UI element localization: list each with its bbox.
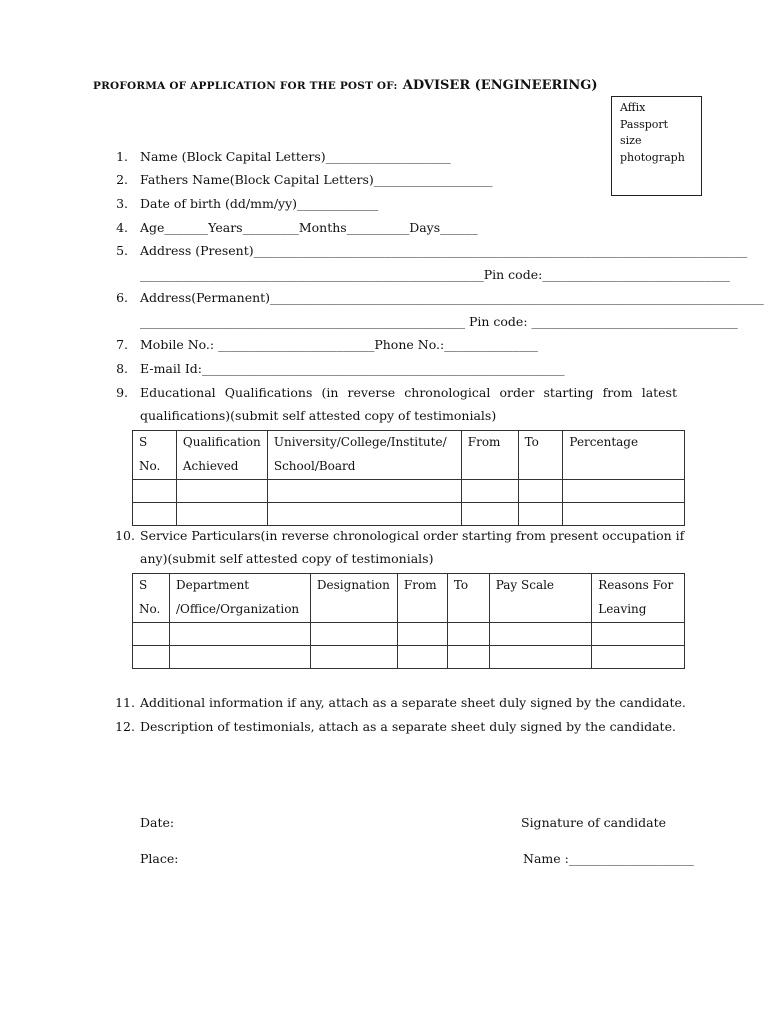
field-number: 7.: [116, 337, 128, 352]
table-header-row: [133, 431, 685, 480]
header-cell: S No.: [133, 431, 177, 480]
table-cell[interactable]: [310, 623, 397, 646]
field-number: 4.: [116, 220, 128, 235]
present-address-field[interactable]: Address (Present)_______________________________________________________________________________: [140, 243, 748, 258]
table-cell[interactable]: [133, 646, 170, 669]
service-instruction-cont: any)(submit self attested copy of testimonials): [140, 551, 434, 566]
photo-box-line: photograph: [620, 150, 685, 164]
header-cell: Pay Scale: [489, 574, 592, 623]
table-cell[interactable]: [592, 623, 685, 646]
table-row[interactable]: [133, 623, 685, 646]
mobile-phone-field[interactable]: Mobile No.: _________________________Phone No.:_______________: [140, 337, 538, 352]
table-cell[interactable]: [169, 646, 310, 669]
photo-box-line: Affix: [620, 101, 646, 114]
permanent-address-field[interactable]: Address(Permanent)_______________________________________________________________________________: [140, 290, 764, 305]
age-field[interactable]: Age_______Years_________Months__________Days______: [140, 220, 478, 235]
field-number: 2.: [116, 172, 128, 187]
field-number: 6.: [116, 290, 128, 305]
table-cell[interactable]: [169, 623, 310, 646]
field-number: 12.: [115, 719, 135, 734]
testimonials-note: Description of testimonials, attach as a separate sheet duly signed by the candidate.: [140, 719, 676, 734]
table-cell[interactable]: [397, 623, 447, 646]
education-instruction-cont: qualifications)(submit self attested copy of testimonials): [140, 408, 497, 423]
candidate-name-field[interactable]: Name :____________________: [523, 851, 694, 866]
table-cell[interactable]: [563, 503, 685, 526]
table-cell[interactable]: [563, 480, 685, 503]
permanent-address-pincode-field[interactable]: ____________________________________________________ Pin code: _________________________________: [140, 314, 738, 329]
education-instruction: Educational Qualifications (in reverse chronological order starting from latest: [140, 385, 677, 400]
field-number: 1.: [116, 149, 128, 164]
page-title: [93, 74, 598, 93]
additional-info-note: Additional information if any, attach as a separate sheet duly signed by the candidate.: [140, 695, 686, 710]
title-prefix: PROFORMA OF APPLICATION FOR THE POST OF:: [93, 80, 398, 92]
date-of-birth-field[interactable]: Date of birth (dd/mm/yy)_____________: [140, 196, 379, 211]
header-cell: Qualification Achieved: [176, 431, 267, 480]
fathers-name-field[interactable]: Fathers Name(Block Capital Letters)___________________: [140, 172, 493, 187]
email-field[interactable]: E-mail Id:__________________________________________________________: [140, 361, 565, 376]
signature-label: Signature of candidate: [521, 815, 666, 830]
table-cell[interactable]: [176, 503, 267, 526]
service-instruction: Service Particulars(in reverse chronological order starting from present occupation if: [140, 528, 685, 543]
header-cell: From: [397, 574, 447, 623]
field-number: 10.: [115, 528, 135, 543]
header-cell: Designation: [310, 574, 397, 623]
date-label[interactable]: Date:: [140, 815, 175, 830]
table-cell[interactable]: [267, 503, 461, 526]
title-post: ADVISER (ENGINEERING): [402, 78, 598, 93]
field-number: 5.: [116, 243, 128, 258]
table-cell[interactable]: [176, 480, 267, 503]
table-cell[interactable]: [133, 503, 177, 526]
table-cell[interactable]: [397, 646, 447, 669]
table-cell[interactable]: [518, 480, 563, 503]
header-cell: To: [447, 574, 489, 623]
table-cell[interactable]: [133, 480, 177, 503]
photo-box-line: size: [620, 134, 642, 147]
table-cell[interactable]: [489, 623, 592, 646]
table-cell[interactable]: [447, 646, 489, 669]
table-cell[interactable]: [461, 480, 518, 503]
field-number: 3.: [116, 196, 128, 211]
service-table: [132, 573, 685, 669]
header-cell: From: [461, 431, 518, 480]
table-cell[interactable]: [592, 646, 685, 669]
passport-photo-box: [611, 96, 702, 196]
table-cell[interactable]: [461, 503, 518, 526]
table-header-row: [133, 574, 685, 623]
table-row[interactable]: [133, 646, 685, 669]
table-cell[interactable]: [267, 480, 461, 503]
table-row[interactable]: [133, 503, 685, 526]
name-field[interactable]: Name (Block Capital Letters)____________________: [140, 149, 451, 164]
header-cell: Reasons For Leaving: [592, 574, 685, 623]
field-number: 8.: [116, 361, 128, 376]
field-number: 11.: [115, 695, 135, 710]
present-address-pincode-field[interactable]: _______________________________________________________Pin code:______________________________: [140, 267, 730, 282]
table-cell[interactable]: [518, 503, 563, 526]
place-label[interactable]: Place:: [140, 851, 179, 866]
header-cell: To: [518, 431, 563, 480]
education-table: [132, 430, 685, 526]
header-cell: Department /Office/Organization: [169, 574, 310, 623]
table-cell[interactable]: [489, 646, 592, 669]
table-cell[interactable]: [447, 623, 489, 646]
field-number: 9.: [116, 385, 128, 400]
header-cell: S No.: [133, 574, 170, 623]
table-cell[interactable]: [310, 646, 397, 669]
photo-box-line: Passport: [620, 117, 669, 131]
table-cell[interactable]: [133, 623, 170, 646]
table-row[interactable]: [133, 480, 685, 503]
header-cell: Percentage: [563, 431, 685, 480]
header-cell: University/College/Institute/ School/Board: [267, 431, 461, 480]
